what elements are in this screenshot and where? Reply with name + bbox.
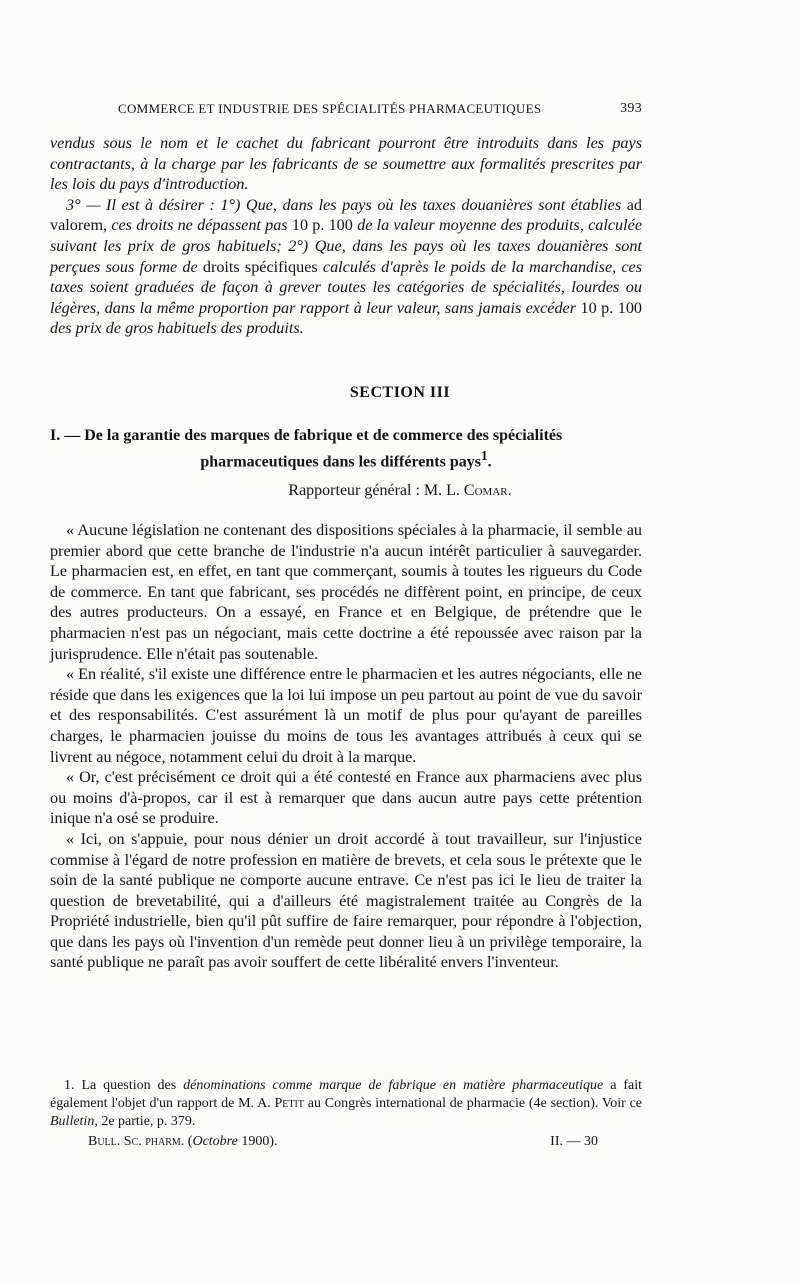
- point-3-roman-2: 10 p. 100: [291, 216, 353, 235]
- point-3-roman-3: droits spécifiques: [202, 257, 318, 276]
- point-3-roman-1: ad valorem,: [50, 195, 642, 235]
- footnote-c: a fait également l'objet d'un rapport de M. A.: [50, 1078, 643, 1111]
- subtitle-line-2-text: pharmaceutiques dans les différents pays: [200, 453, 481, 471]
- footnote-text: [50, 1077, 642, 1131]
- rapporteur-name: Comar.: [463, 482, 512, 499]
- rapporteur-line: [0, 482, 800, 500]
- subtitle-line-1: I. — De la garantie des marques de fabrique et de commerce des spécialités: [50, 427, 563, 444]
- rapporteur-label: Rapporteur général : M. L.: [288, 482, 460, 499]
- footnote-b: dénominations comme marque de fabrique en matière pharmaceutique: [183, 1078, 604, 1093]
- point-3-lead: 3° — Il est à désirer : 1°) Que, dans les pays où les taxes douanières sont établies: [66, 195, 622, 214]
- section-title: SECTION III: [349, 384, 451, 401]
- section-subtitle: [50, 426, 642, 472]
- page-footer: [88, 1134, 598, 1154]
- page-number: 393: [620, 101, 642, 116]
- point-3-italic-2: de la valeur moyenne des produits, calculée suivant les prix de gros habituels; 2°) Que, dans les pays où les taxes douanières sont perçues sous forme de: [50, 216, 643, 276]
- body-paragraph-2: « En réalité, s'il existe une différence entre le pharmacien et les autres négociants, elle ne réside que dans les exigences que la loi lui impose un peu partout au point de vue du savoir et des responsabilités. C'est assurément là un motif de plus pour qu'ayant de pareilles charges, le pharmacien jouisse du moins de tous les avantages attribués à ceux qui se livrent au négoce, notamment celui du droit à la marque.: [50, 665, 642, 766]
- point-3-paragraph: [50, 195, 642, 339]
- footnote: [50, 1077, 642, 1131]
- header-title: COMMERCE ET INDUSTRIE DES SPÉCIALITÉS PHARMACEUTIQUES: [118, 101, 542, 116]
- footnote-marker: 1: [480, 448, 488, 463]
- footnote-f: Bulletin,: [50, 1114, 98, 1129]
- footnote-e: au Congrès international de pharmacie (4e section). Voir ce: [307, 1096, 643, 1111]
- footer-left: [88, 1134, 278, 1150]
- intro-block: [50, 133, 642, 339]
- body-paragraph-3: « Or, c'est précisément ce droit qui a été contesté en France aux pharmaciens avec plus ou moins d'à-propos, car il est à remarquer que dans aucun autre pays cette prétention inique n'a osé se produire.: [50, 768, 642, 828]
- footnote-a: 1. La question des: [64, 1078, 177, 1093]
- running-header: [118, 101, 642, 121]
- point-3-roman-4: 10 p. 100: [580, 298, 643, 317]
- footer-left-a: Bull. Sc. pharm. (: [88, 1134, 193, 1149]
- point-3-italic-4: des prix de gros habituels des produits.: [50, 319, 304, 338]
- body-paragraph-1: « Aucune législation ne contenant des dispositions spéciales à la pharmacie, il semble au premier abord que cette branche de l'industrie n'a aucun intérêt particulier à sauvegarder. Le pharmacien est, en effet, en tant que commerçant, soumis à toutes les rigueurs du Code de commerce. En tant que fabricant, ses procédés ne diffèrent point, en principe, de ceux des autres producteurs. On a essayé, en France et en Belgique, de prétendre que le pharmacien n'est pas un négociant, mais cette doctrine a été repoussée avec raison par la jurisprudence. Elle n'était pas soutenable.: [50, 521, 642, 663]
- footer-left-b: Octobre: [192, 1134, 238, 1149]
- footer-left-c: 1900).: [241, 1134, 278, 1149]
- subtitle-line-2: pharmaceutiques dans les différents pays$^1$.: [200, 448, 492, 471]
- footer-right: II. — 30: [550, 1134, 598, 1149]
- point-3-italic-1: ces droits ne dépassent pas: [111, 216, 288, 235]
- intro-paragraph: vendus sous le nom et le cachet du fabricant pourront être introduits dans les pays contractants, à la charge par les fabricants de se soumettre aux formalités prescrites par les lois du pays d'introduction.: [50, 134, 642, 194]
- body-paragraph-4: « Ici, on s'appuie, pour nous dénier un droit accordé à tout travailleur, sur l'injustice commise à l'égard de notre profession en matière de brevets, et cela sous le prétexte que le soin de la santé publique ne comporte aucune entrave. Ce n'est pas ici le lieu de traiter la question de brevetabilité, qui a d'ailleurs été magistralement traitée au Congrès de la Propriété industrielle, bien qu'il pût suffire de faire remarquer, pour répondre à l'objection, que dans les pays où l'invention d'un remède peut donner lieu à un privilège temporaire, la santé publique ne paraît pas avoir souffert de cette libéralité envers l'inventeur.: [50, 829, 642, 972]
- body-text: [50, 520, 642, 973]
- footnote-g: 2e partie, p. 379.: [101, 1114, 196, 1129]
- footnote-d: Petit: [274, 1096, 304, 1111]
- point-3-italic-3: calculés d'après le poids de la marchandise, ces taxes soient graduées de façon à grever toutes les catégories de spécialités, lourdes ou légères, dans la même proportion par rapport à leur valeur, sans jamais excéder: [50, 257, 643, 317]
